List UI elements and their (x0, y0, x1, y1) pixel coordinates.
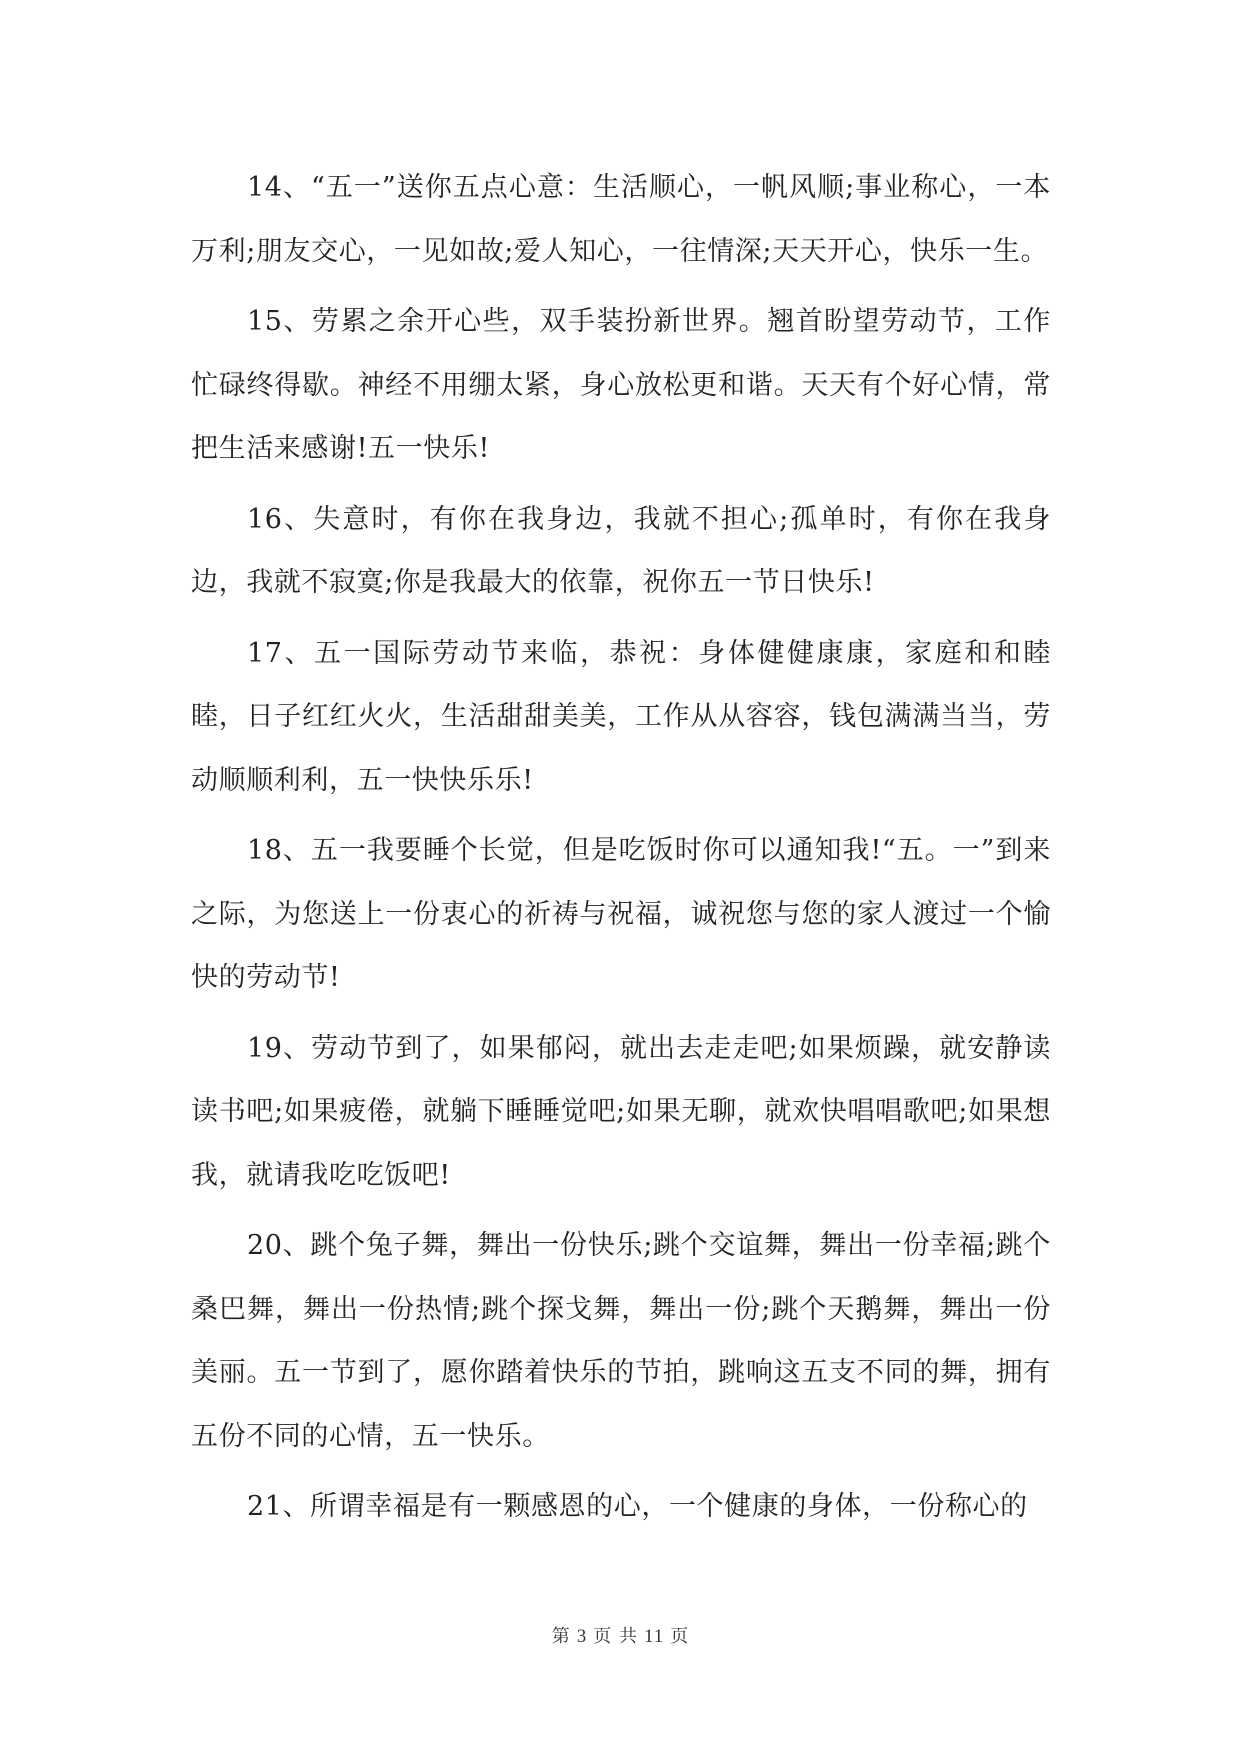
paragraph-21: 21、所谓幸福是有一颗感恩的心，一个健康的身体，一份称心的 (247, 1491, 1028, 1522)
page-footer (0, 1622, 1241, 1648)
footer-suffix: 页 (670, 1626, 690, 1647)
paragraph-20: 20、跳个兔子舞，舞出一份快乐;跳个交谊舞，舞出一份幸福;跳个桑巴舞，舞出一份热情;跳个探戈舞，舞出一份;跳个天鹅舞，舞出一份美丽。五一节到了，愿你踏着快乐的节拍，跳响这五支不同的舞，拥有五份不同的心情，五一快乐。 (191, 1230, 1051, 1452)
paragraph-19: 19、劳动节到了，如果郁闷，就出去走走吧;如果烦躁，就安静读读书吧;如果疲倦，就躺下睡睡觉吧;如果无聊，就欢快唱唱歌吧;如果想我，就请我吃吃饭吧! (191, 1032, 1051, 1191)
footer-middle: 页 共 (593, 1626, 638, 1647)
document-body (191, 156, 1051, 1539)
paragraph-14: 14、“五一”送你五点心意：生活顺心，一帆风顺;事业称心，一本万利;朋友交心，一见如故;爱人知心，一往情深;天天开心，快乐一生。 (191, 172, 1051, 267)
footer-prefix: 第 (551, 1626, 571, 1647)
paragraph-16: 16、失意时，有你在我身边，我就不担心;孤单时，有你在我身边，我就不寂寞;你是我最大的依靠，祝你五一节日快乐! (191, 503, 1051, 598)
paragraph-17: 17、五一国际劳动节来临，恭祝：身体健健康康，家庭和和睦睦，日子红红火火，生活甜甜美美，工作从从容容，钱包满满当当，劳动顺顺利利，五一快快乐乐! (191, 637, 1051, 796)
footer-total-pages: 11 (643, 1626, 665, 1647)
paragraph-15: 15、劳累之余开心些，双手装扮新世界。翘首盼望劳动节，工作忙碌终得歇。神经不用绷太紧，身心放松更和谐。天天有个好心情，常把生活来感谢!五一快乐! (191, 306, 1051, 464)
paragraph-18: 18、五一我要睡个长觉，但是吃饭时你可以通知我!“五。一”到来之际，为您送上一份衷心的祈祷与祝福，诚祝您与您的家人渡过一个愉快的劳动节! (191, 835, 1051, 993)
footer-current-page: 3 (576, 1626, 588, 1647)
